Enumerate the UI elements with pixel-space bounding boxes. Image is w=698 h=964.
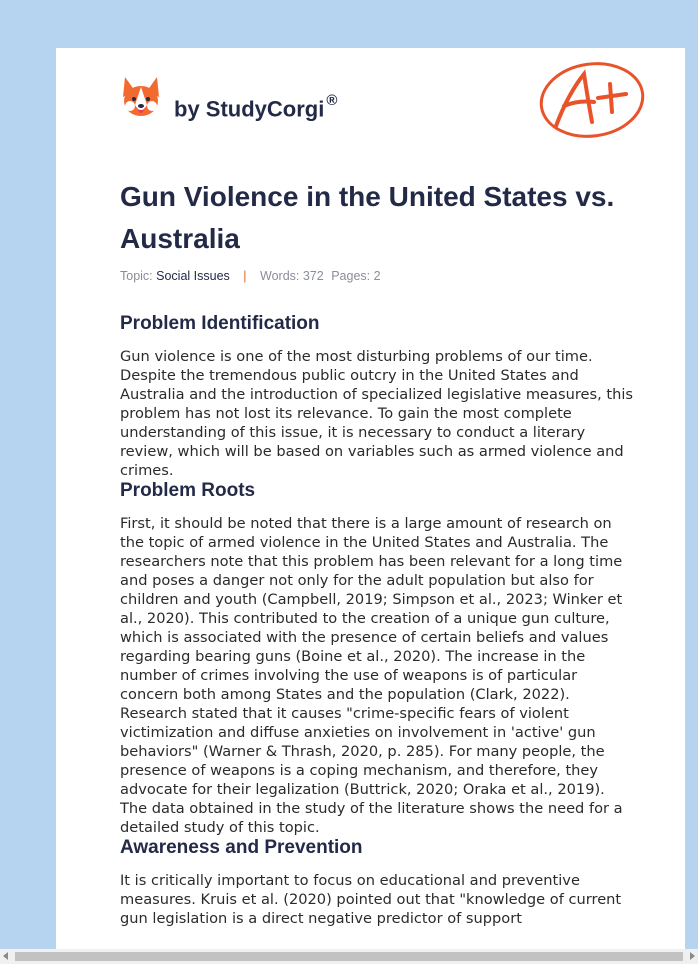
scroll-left-icon[interactable]: [3, 952, 8, 960]
section-heading: Awareness and Prevention: [120, 837, 363, 858]
essay-meta: [120, 269, 381, 283]
essay-page: [56, 48, 685, 964]
brand-name: by StudyCorgi ®: [174, 92, 338, 122]
scroll-right-icon[interactable]: [690, 952, 695, 960]
page-count: Pages: 2: [331, 269, 381, 283]
section-heading: Problem Roots: [120, 480, 256, 501]
section-heading: Problem Identification: [120, 313, 320, 334]
topic-link[interactable]: Social Issues: [156, 269, 230, 283]
section-body: First, it should be noted that there is a large amount of research on the topic of armed violence in the United States and Australia. The researchers note that this problem has been relevant for a long time and poses a danger not only for the adult population but also for children and youth (Campbell, 2019; Simpson et al., 2023; Winker et al., 2020). This contributed to the creation of a unique gun culture, which is associated with the presence of certain beliefs and values regarding bearing guns (Boine et al., 2020). The increase in the number of crimes involving the use of weapons is of particular concern both among States and the population (Clark, 2022). Research stated that it causes "crime-specific fears of violent victimization and diffuse anxieties on involvement in 'active' gun behaviors" (Warner & Thrash, 2020, p. 285). For many people, the presence of weapons is a coping mechanism, and therefore, they advocate for their legalization (Buttrick, 2020; Oraka et al., 2019). The data obtained in the study of the literature shows the need for a detailed study of this topic.: [120, 515, 623, 836]
section-problem-identification: [120, 313, 635, 480]
section-awareness-prevention: [120, 837, 635, 928]
corgi-logo-icon: [121, 75, 161, 121]
meta-separator: |: [243, 269, 247, 283]
section-body: Gun violence is one of the most disturbing problems of our time. Despite the tremendous public outcry in the United States and Australia and the introduction of specialized legislative measures, this problem has not lost its relevance. To gain the most complete understanding of this issue, it is necessary to conduct a literary review, which will be based on variables such as armed violence and crimes.: [120, 348, 634, 479]
essay-title: Gun Violence in the United States vs. Australia: [120, 181, 615, 254]
studycorgi-logo[interactable]: [121, 75, 421, 123]
section-body: It is critically important to focus on educational and preventive measures. Kruis et al. (2020) pointed out that "knowledge of current gun legislation is a direct negative predictor of support: [120, 872, 622, 927]
essay-content: [120, 313, 635, 928]
section-problem-roots: [120, 480, 635, 837]
grade-badge-icon: [538, 60, 648, 140]
word-count: Words: 372: [260, 269, 324, 283]
scrollbar-thumb[interactable]: [15, 952, 683, 961]
horizontal-scrollbar[interactable]: [0, 949, 698, 964]
topic-label: Topic:: [120, 269, 153, 283]
